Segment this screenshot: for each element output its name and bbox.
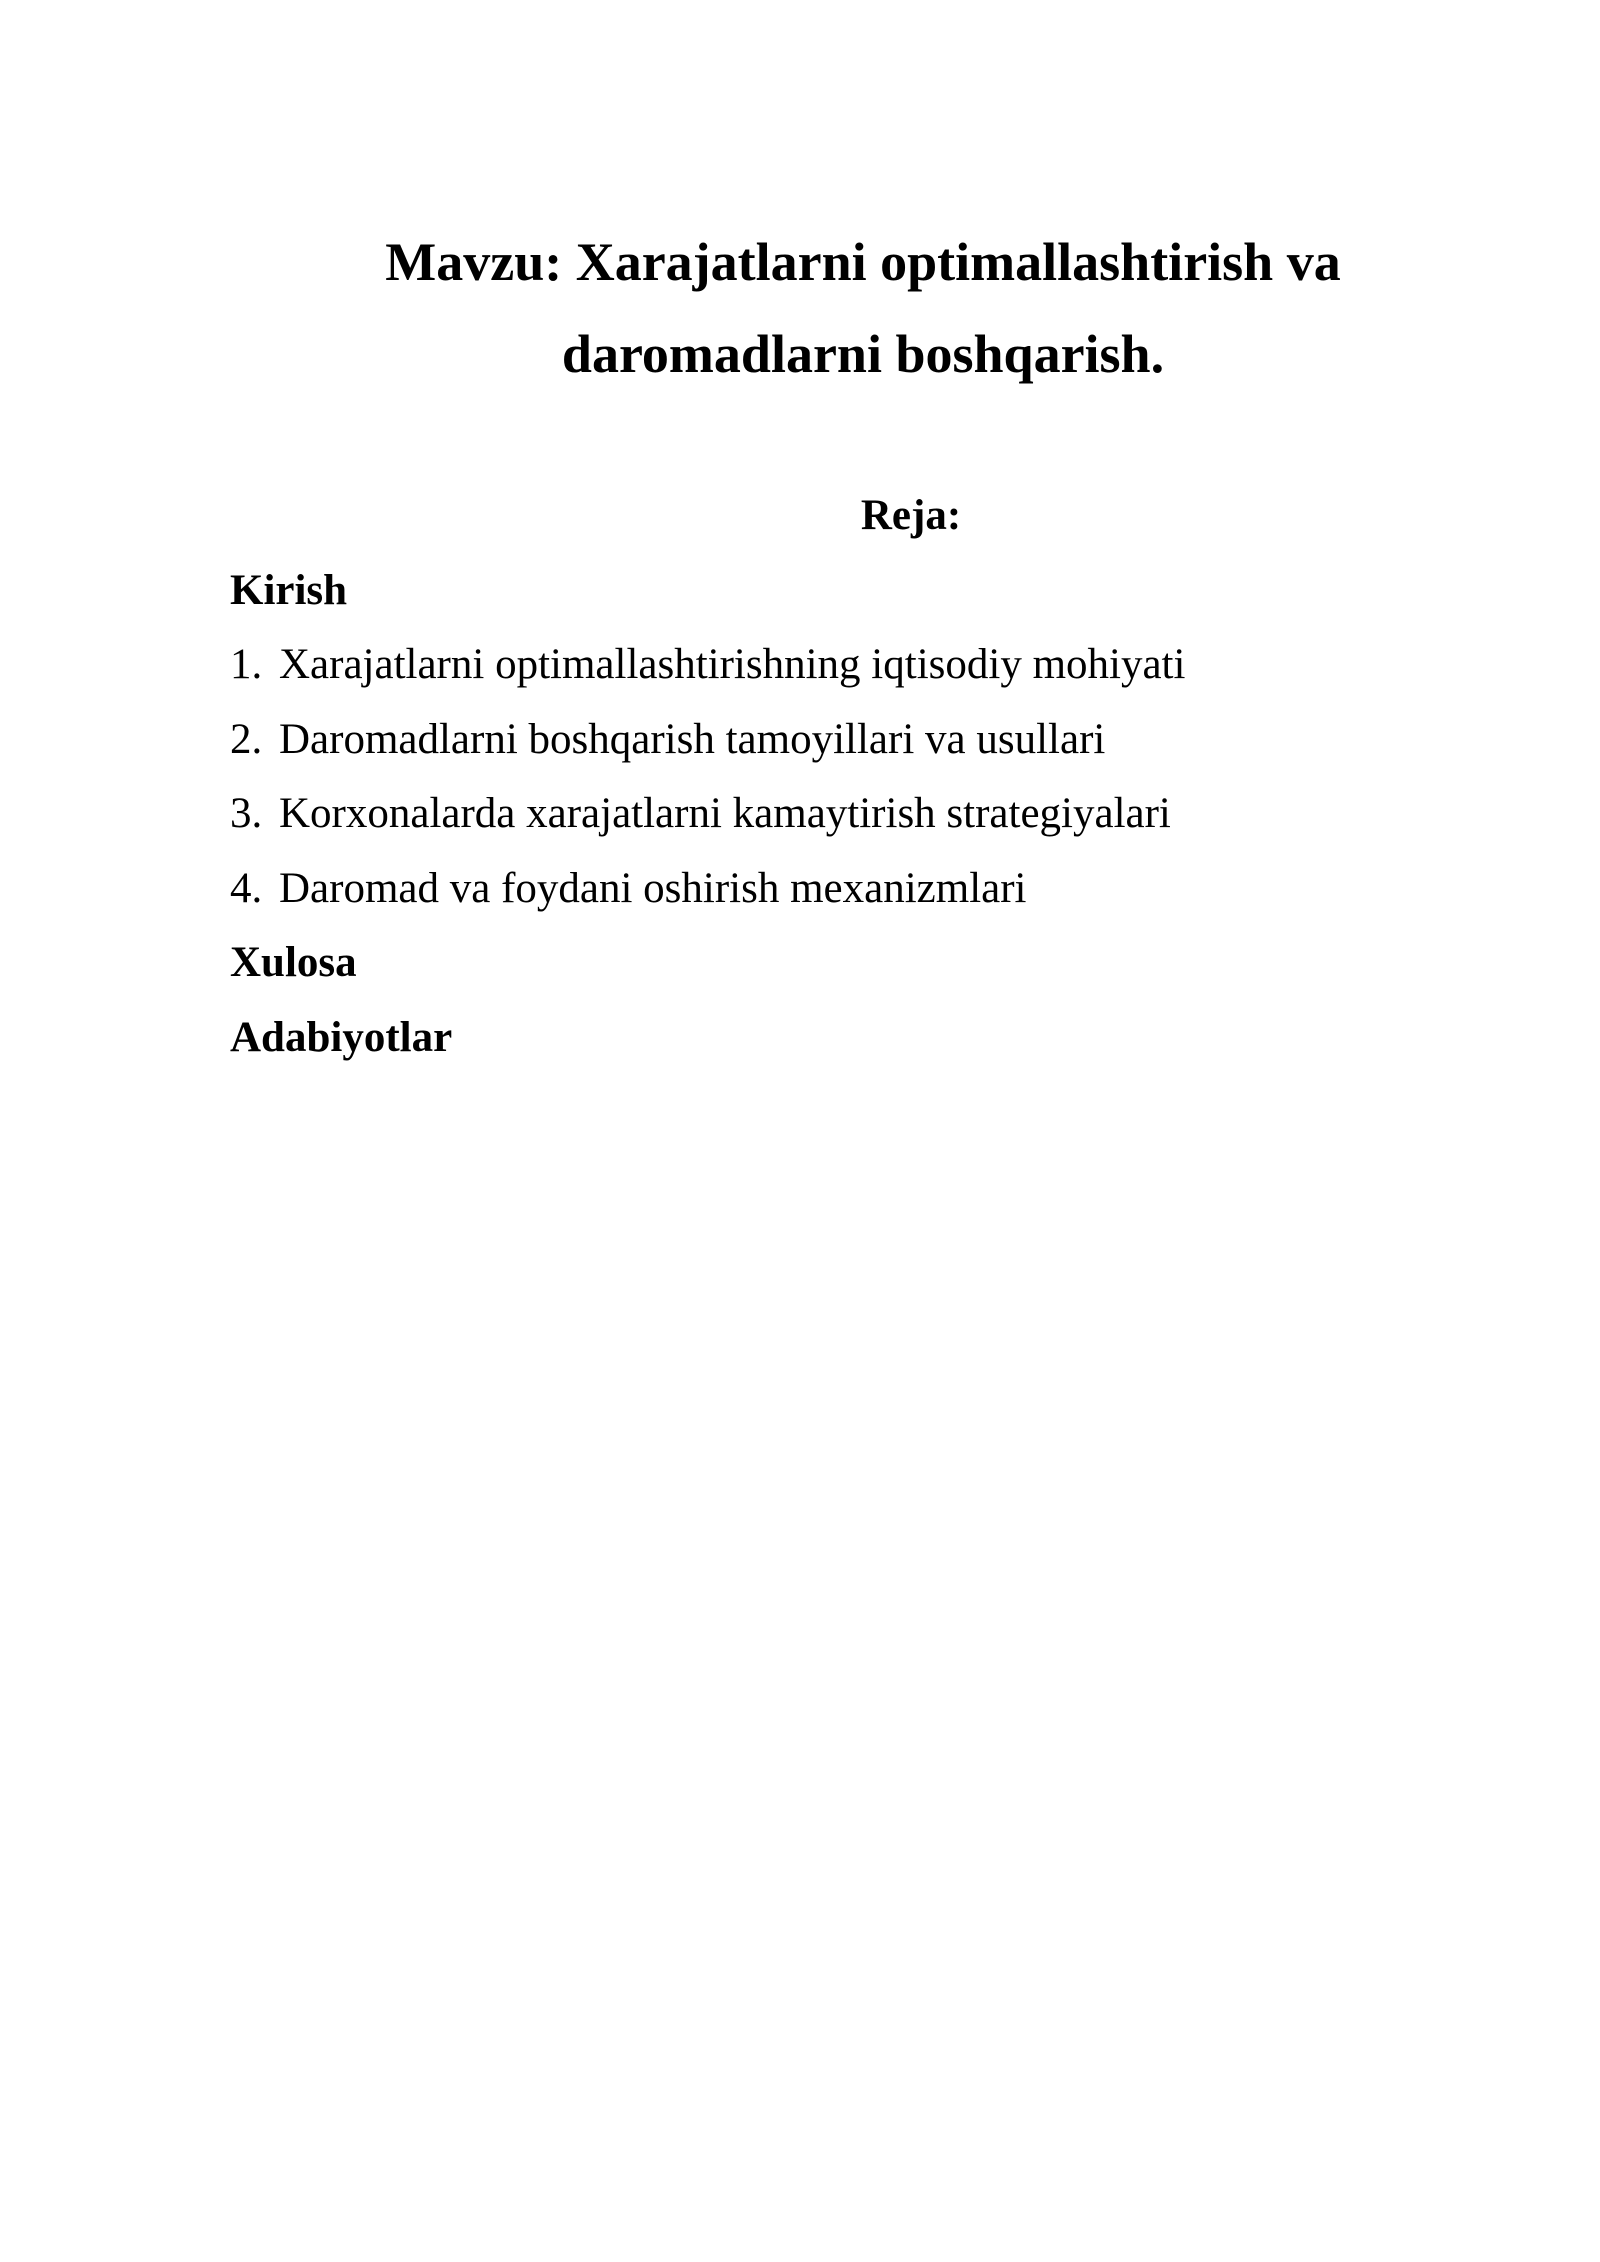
outline-item-text: Daromad va foydani oshirish mexanizmlari	[279, 864, 1027, 912]
outline-item	[230, 703, 1496, 778]
document-title: Mavzu: Xarajatlarni optimallashtirish va daromadlarni boshqarish.	[385, 232, 1341, 384]
outline-item-text: Korxonalarda xarajatlarni kamaytirish strategiyalari	[279, 790, 1171, 837]
outline-item-text: Xarajatlarni optimallashtirishning iqtisodiy mohiyati	[279, 641, 1186, 688]
page-content	[230, 216, 1496, 1075]
plan-heading: Reja:	[860, 492, 962, 539]
outline-item	[230, 628, 1496, 703]
outline-item-number: 3.	[230, 790, 263, 837]
outline-item	[230, 777, 1496, 852]
outline-item-text: Daromadlarni boshqarish tamoyillari va usullari	[279, 715, 1106, 763]
outline-item-number: 4.	[230, 864, 263, 912]
outline-item-number: 2.	[230, 715, 263, 763]
outline-references: Adabiyotlar	[230, 1013, 453, 1061]
outline-intro: Kirish	[230, 566, 348, 614]
outline-conclusion: Xulosa	[230, 939, 357, 986]
outline-item-number: 1.	[230, 641, 263, 688]
outline-item	[230, 852, 1496, 927]
